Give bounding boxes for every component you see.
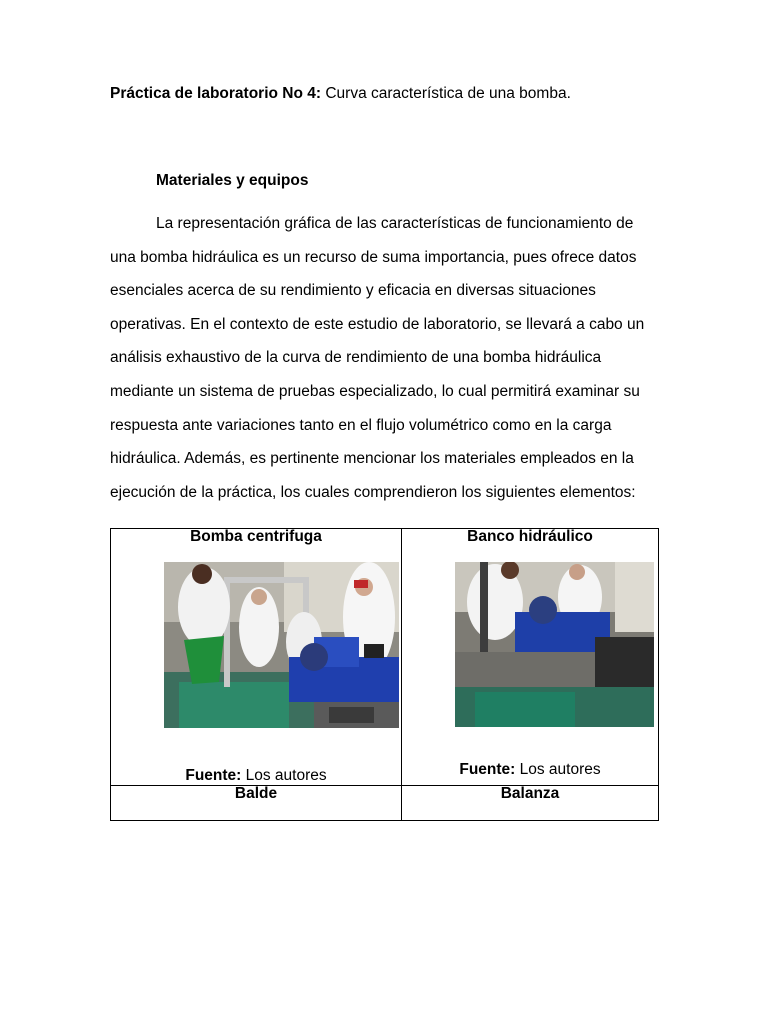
pump-caption-label: Fuente: — [185, 767, 242, 784]
table-row — [111, 786, 659, 821]
bench-caption — [402, 761, 658, 779]
table-cell-pump — [111, 529, 402, 786]
bench-photo-frame — [402, 547, 658, 733]
bench-caption-label: Fuente: — [459, 761, 516, 778]
pump-heading: Bomba centrifuga — [190, 528, 322, 545]
bench-caption-text: Los autores — [515, 761, 601, 778]
table-cell-bucket — [111, 786, 402, 821]
table-row — [111, 529, 659, 786]
practice-title-label: Práctica de laboratorio No 4: — [110, 85, 322, 102]
practice-title-text: Curva característica de una bomba. — [321, 85, 571, 102]
table-cell-scale — [402, 786, 659, 821]
bench-photo — [455, 562, 654, 727]
materials-table — [110, 528, 659, 821]
scale-heading: Balanza — [500, 785, 560, 802]
pump-photo-frame — [111, 547, 401, 733]
bucket-heading: Balde — [234, 785, 278, 802]
intro-paragraph: La representación gráfica de las características de funcionamiento de una bomba hidráulica es un recurso de suma importancia, pues ofrece datos esenciales acerca de su rendimiento y eficacia en diversas situaciones operativas. En el contexto de este estudio de laboratorio, se llevará a cabo un análisis exhaustivo de la curva de rendimiento de una bomba hidráulica mediante un sistema de pruebas especializado, lo cual permitirá examinar su respuesta ante variaciones tanto en el flujo volumétrico como en la carga hidráulica. Además, es pertinente mencionar los materiales empleados en la ejecución de la práctica, los cuales comprendieron los siguientes elementos: — [110, 215, 645, 501]
pump-caption — [111, 767, 401, 785]
pump-caption-text: Los autores — [241, 767, 327, 784]
section-heading: Materiales y equipos — [156, 172, 309, 189]
table-cell-bench — [402, 529, 659, 786]
pump-photo — [164, 562, 399, 728]
bench-heading: Banco hidráulico — [467, 528, 593, 545]
practice-title — [110, 85, 571, 103]
